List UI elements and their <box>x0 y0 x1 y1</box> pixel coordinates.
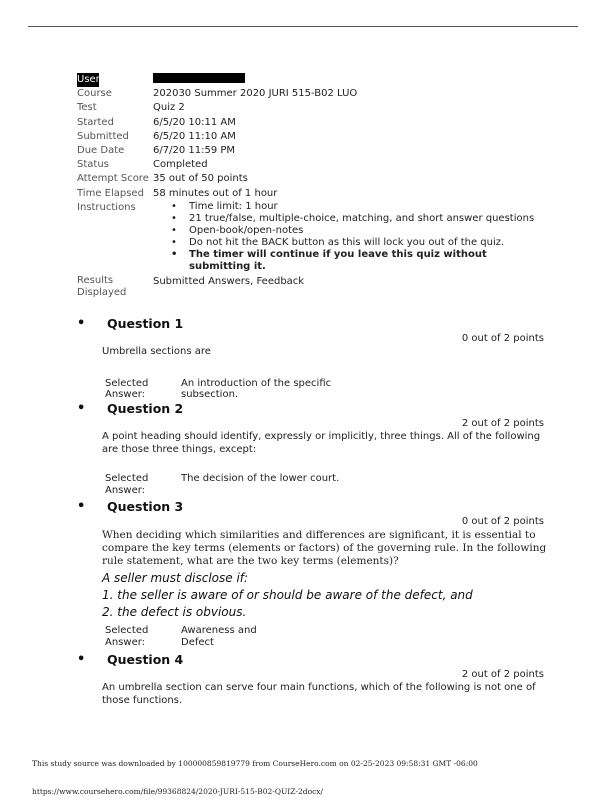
results-displayed-value: Submitted Answers, Feedback <box>153 275 305 287</box>
question-title: Question 2 <box>107 400 184 416</box>
started-row <box>77 116 537 130</box>
instructions-list <box>153 201 537 273</box>
submitted-value: 6/5/20 11:10 AM <box>153 130 236 142</box>
started-value: 6/5/20 10:11 AM <box>153 116 236 128</box>
question-points: 2 out of 2 points <box>461 418 544 429</box>
attempt-score-label: Attempt Score <box>77 173 149 185</box>
test-label: Test <box>77 102 97 114</box>
question-4 <box>77 650 547 707</box>
selected-answer-label: Selected Answer: <box>105 625 149 648</box>
question-title: Question 3 <box>107 498 184 514</box>
test-row <box>77 101 537 115</box>
due-date-label: Due Date <box>77 145 125 157</box>
due-date-value: 6/7/20 11:59 PM <box>153 145 236 157</box>
instructions-row <box>77 201 537 273</box>
submitted-label: Submitted <box>77 130 129 142</box>
selected-answer <box>105 378 547 401</box>
question-1 <box>77 314 547 401</box>
rule-statement-line: 2. the defect is obvious. <box>102 605 247 619</box>
status-label: Status <box>77 159 109 171</box>
question-title: Question 1 <box>107 315 184 331</box>
bullet-icon: • <box>77 651 86 667</box>
question-text: Umbrella sections are <box>102 346 211 357</box>
status-value: Completed <box>153 159 208 171</box>
instruction-item: • Do not hit the BACK button as this will lock you out of the quiz. <box>153 237 537 249</box>
attempt-details <box>77 73 537 299</box>
question-points: 0 out of 2 points <box>461 516 544 527</box>
question-text: A point heading should identify, expressly or implicitly, three things. All of the following are those three things, except: <box>102 431 541 455</box>
question-text: When deciding which similarities and differences are significant, it is essential to compare the key terms (elements or factors) of the governing rule. In the following rule statement, what are the two key terms (elements)? <box>102 529 547 567</box>
source-url[interactable]: https://www.coursehero.com/file/99368824/2020-JURI-515-B02-QUIZ-2docx/ <box>32 787 324 796</box>
time-elapsed-value: 58 minutes out of 1 hour <box>153 187 278 199</box>
selected-answer-value: An introduction of the specific subsection. <box>181 377 332 400</box>
user-label: User <box>77 73 99 87</box>
selected-answer-value: The decision of the lower court. <box>181 473 340 484</box>
bullet-icon: • <box>77 498 86 514</box>
download-notice: This study source was downloaded by 100000859819779 from CourseHero.com on 02-25-2023 09:58:31 GMT -06:00 <box>32 759 478 768</box>
question-title: Question 4 <box>107 651 184 667</box>
started-label: Started <box>77 116 114 128</box>
status-row <box>77 158 537 172</box>
question-points: 0 out of 2 points <box>461 333 544 344</box>
course-label: Course <box>77 88 112 100</box>
user-row <box>77 73 537 87</box>
results-displayed-row <box>77 275 537 299</box>
instruction-item: • 21 true/false, multiple-choice, matching, and short answer questions <box>153 213 537 225</box>
selected-answer-label: Selected Answer: <box>105 377 149 400</box>
instructions-label: Instructions <box>77 201 136 213</box>
question-points: 2 out of 2 points <box>461 669 544 680</box>
selected-answer-value: Awareness and Defect <box>181 625 257 648</box>
question-2 <box>77 399 547 496</box>
time-elapsed-label: Time Elapsed <box>77 187 144 199</box>
rule-statement-line: A seller must disclose if: <box>102 571 249 585</box>
instruction-item: • Time limit: 1 hour <box>153 201 537 213</box>
instruction-item-warning: • The timer will continue if you leave this quiz without submitting it. <box>153 249 537 273</box>
top-rule <box>28 26 578 27</box>
instruction-item: • Open-book/open-notes <box>153 225 537 237</box>
selected-answer <box>105 625 547 648</box>
attempt-score-value: 35 out of 50 points <box>153 173 248 185</box>
selected-answer <box>105 473 547 496</box>
question-3 <box>77 497 547 648</box>
course-row <box>77 87 537 101</box>
bullet-icon: • <box>77 400 86 416</box>
bullet-icon: • <box>77 315 86 331</box>
selected-answer-label: Selected Answer: <box>105 473 149 496</box>
attempt-score-row <box>77 172 537 186</box>
question-text: An umbrella section can serve four main functions, which of the following is not one of those functions. <box>102 682 536 706</box>
redacted-user-name <box>153 73 245 83</box>
test-value: Quiz 2 <box>153 102 185 114</box>
rule-statement-line: 1. the seller is aware of or should be aware of the defect, and <box>102 588 473 602</box>
due-date-row <box>77 144 537 158</box>
course-value: 202030 Summer 2020 JURI 515-B02 LUO <box>153 88 358 100</box>
time-elapsed-row <box>77 187 537 201</box>
submitted-row <box>77 130 537 144</box>
results-displayed-label: Results Displayed <box>77 274 127 298</box>
